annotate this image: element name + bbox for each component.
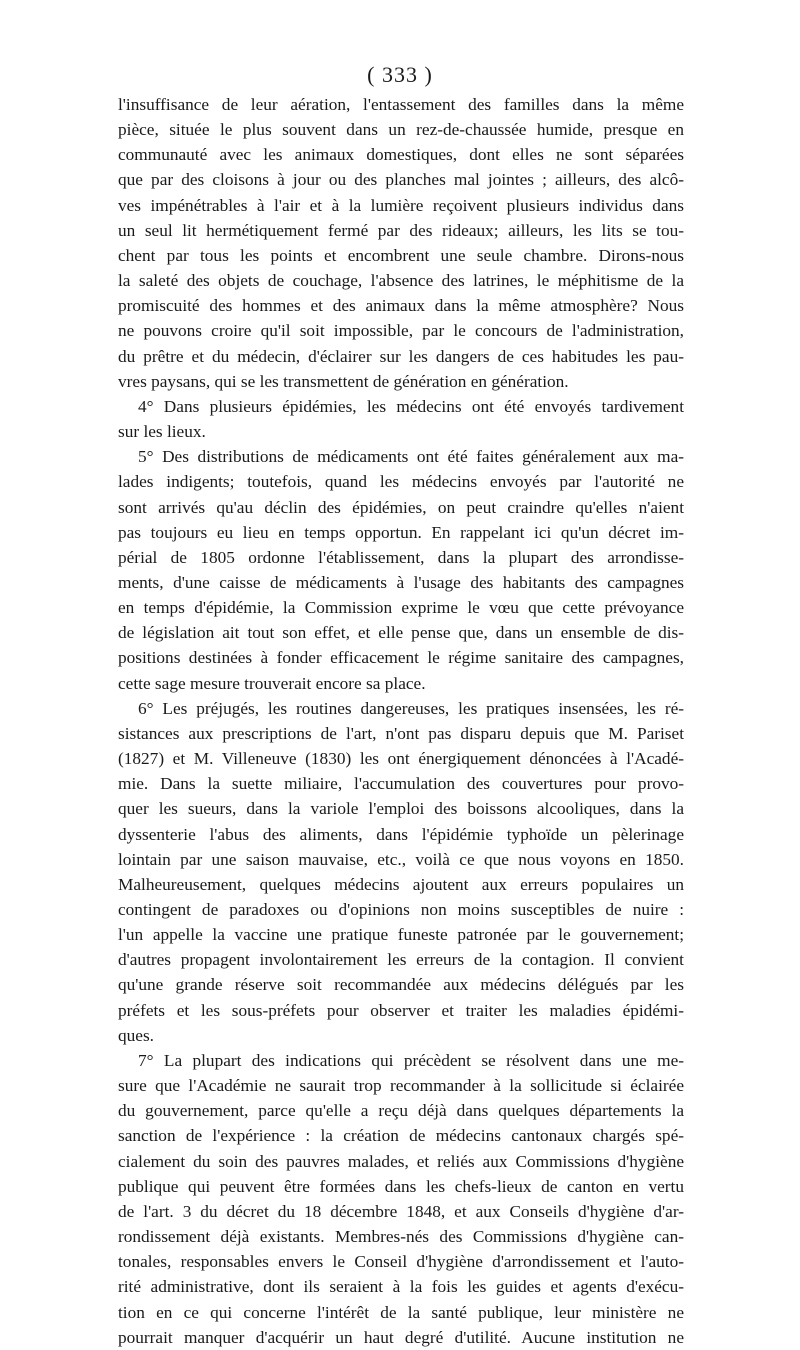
- text-line: communauté avec les animaux domestiques, dont elles ne sont séparées: [118, 145, 684, 165]
- text-line: 5° Des distributions de médicaments ont été faites généralement aux ma-: [138, 447, 684, 467]
- text-line: sistances aux prescriptions de l'art, n'ont pas disparu depuis que M. Pariset: [118, 723, 684, 743]
- text-line: pas toujours eu lieu en temps opportun. En rappelant ici qu'un décret im-: [118, 522, 684, 542]
- text-line: sanction de l'expérience : la création de médecins cantonaux chargés spé-: [118, 1126, 684, 1146]
- text-line: tion en ce qui concerne l'intérêt de la santé publique, leur ministère ne: [118, 1302, 684, 1322]
- text-line: Malheureusement, quelques médecins ajoutent aux erreurs populaires un: [118, 874, 684, 894]
- text-line: ne pouvons croire qu'il soit impossible, par le concours de l'administration,: [118, 321, 684, 341]
- text-line: sur les lieux.: [118, 422, 206, 442]
- text-line: vres paysans, qui se les transmettent de génération en génération.: [118, 371, 569, 391]
- text-line: du prêtre et du médecin, d'éclairer sur les dangers de ces habitudes les pau-: [118, 346, 684, 366]
- text-line: pourrait manquer d'acquérir un haut degré d'utilité. Aucune institution ne: [118, 1327, 684, 1347]
- text-line: dyssenterie l'abus des aliments, dans l'épidémie typhoïde un pèlerinage: [118, 824, 684, 844]
- text-line: qu'une grande réserve soit recommandée aux médecins délégués par les: [118, 975, 684, 995]
- text-line: ves impénétrables à l'air et à la lumière reçoivent plusieurs individus dans: [118, 195, 684, 215]
- text-line: mie. Dans la suette miliaire, l'accumulation des couvertures pour provo-: [118, 774, 684, 794]
- text-line: rondissement déjà existants. Membres-nés des Commissions d'hygiène can-: [118, 1227, 684, 1247]
- text-line: 7° La plupart des indications qui précèdent se résolvent dans une me-: [138, 1050, 684, 1070]
- text-line: cialement du soin des pauvres malades, et reliés aux Commissions d'hygiène: [118, 1151, 684, 1171]
- text-line: lades indigents; toutefois, quand les médecins envoyés par l'autorité ne: [118, 472, 684, 492]
- text-line: promiscuité des hommes et des animaux dans la même atmosphère? Nous: [118, 296, 684, 316]
- text-line: en temps d'épidémie, la Commission exprime le vœu que cette prévoyance: [118, 598, 684, 618]
- text-line: ments, d'une caisse de médicaments à l'usage des habitants des campagnes: [118, 572, 684, 592]
- text-line: chent par tous les points et encombrent une seule chambre. Dirons-nous: [118, 245, 684, 265]
- text-line: rité administrative, dont ils seraient à la fois les guides et agents d'exécu-: [118, 1277, 684, 1297]
- text-line: pièce, située le plus souvent dans un rez-de-chaussée humide, presque en: [118, 120, 684, 140]
- text-line: cette sage mesure trouverait encore sa place.: [118, 673, 426, 693]
- text-line: la saleté des objets de couchage, l'absence des latrines, le méphitisme de la: [118, 271, 684, 291]
- text-line: 4° Dans plusieurs épidémies, les médecins ont été envoyés tardivement: [138, 396, 684, 416]
- text-line: sont arrivés qu'au déclin des épidémies, on peut craindre qu'elles n'aient: [118, 497, 684, 517]
- text-line: contingent de paradoxes ou d'opinions non moins susceptibles de nuire :: [118, 900, 684, 919]
- body-text: [118, 92, 684, 1350]
- text-line: périal de 1805 ordonne l'établissement, dans la plupart des arrondisse-: [118, 547, 684, 567]
- text-line: (1827) et M. Villeneuve (1830) les ont énergiquement dénoncées à l'Acadé-: [118, 749, 684, 769]
- text-line: quer les sueurs, dans la variole l'emploi des boissons alcooliques, dans la: [118, 799, 684, 819]
- text-line: ques.: [118, 1025, 154, 1045]
- text-line: sure que l'Académie ne saurait trop recommander à la sollicitude si éclairée: [118, 1076, 684, 1096]
- text-line: d'autres propagent involontairement les erreurs de la contagion. Il convient: [118, 950, 684, 970]
- text-line: 6° Les préjugés, les routines dangereuses, les pratiques insensées, les ré-: [138, 698, 684, 718]
- text-line: tonales, responsables envers le Conseil d'hygiène d'arrondissement et l'auto-: [118, 1252, 684, 1272]
- text-line: lointain par une saison mauvaise, etc., voilà ce que nous voyons en 1850.: [118, 849, 684, 869]
- text-line: que par des cloisons à jour ou des planches mal jointes ; ailleurs, des alcô-: [118, 170, 684, 190]
- text-line: préfets et les sous-préfets pour observer et traiter les maladies épidémi-: [118, 1000, 684, 1020]
- text-line: publique qui peuvent être formées dans les chefs-lieux de canton en vertu: [118, 1176, 684, 1196]
- text-line: l'insuffisance de leur aération, l'entassement des familles dans la même: [118, 95, 684, 114]
- text-line: positions destinées à fonder efficacement le régime sanitaire des campagnes,: [118, 648, 684, 668]
- text-line: un seul lit hermétiquement fermé par des rideaux; ailleurs, les lits se tou-: [118, 220, 684, 240]
- text-line: l'un appelle la vaccine une pratique funeste patronée par le gouvernement;: [118, 925, 684, 945]
- text-line: de législation ait tout son effet, et elle pense que, dans un ensemble de dis-: [118, 623, 684, 643]
- text-line: de l'art. 3 du décret du 18 décembre 1848, et aux Conseils d'hygiène d'ar-: [118, 1201, 684, 1221]
- text-line: du gouvernement, parce qu'elle a reçu déjà dans quelques départements la: [118, 1101, 684, 1121]
- page-number: ( 333 ): [367, 62, 433, 87]
